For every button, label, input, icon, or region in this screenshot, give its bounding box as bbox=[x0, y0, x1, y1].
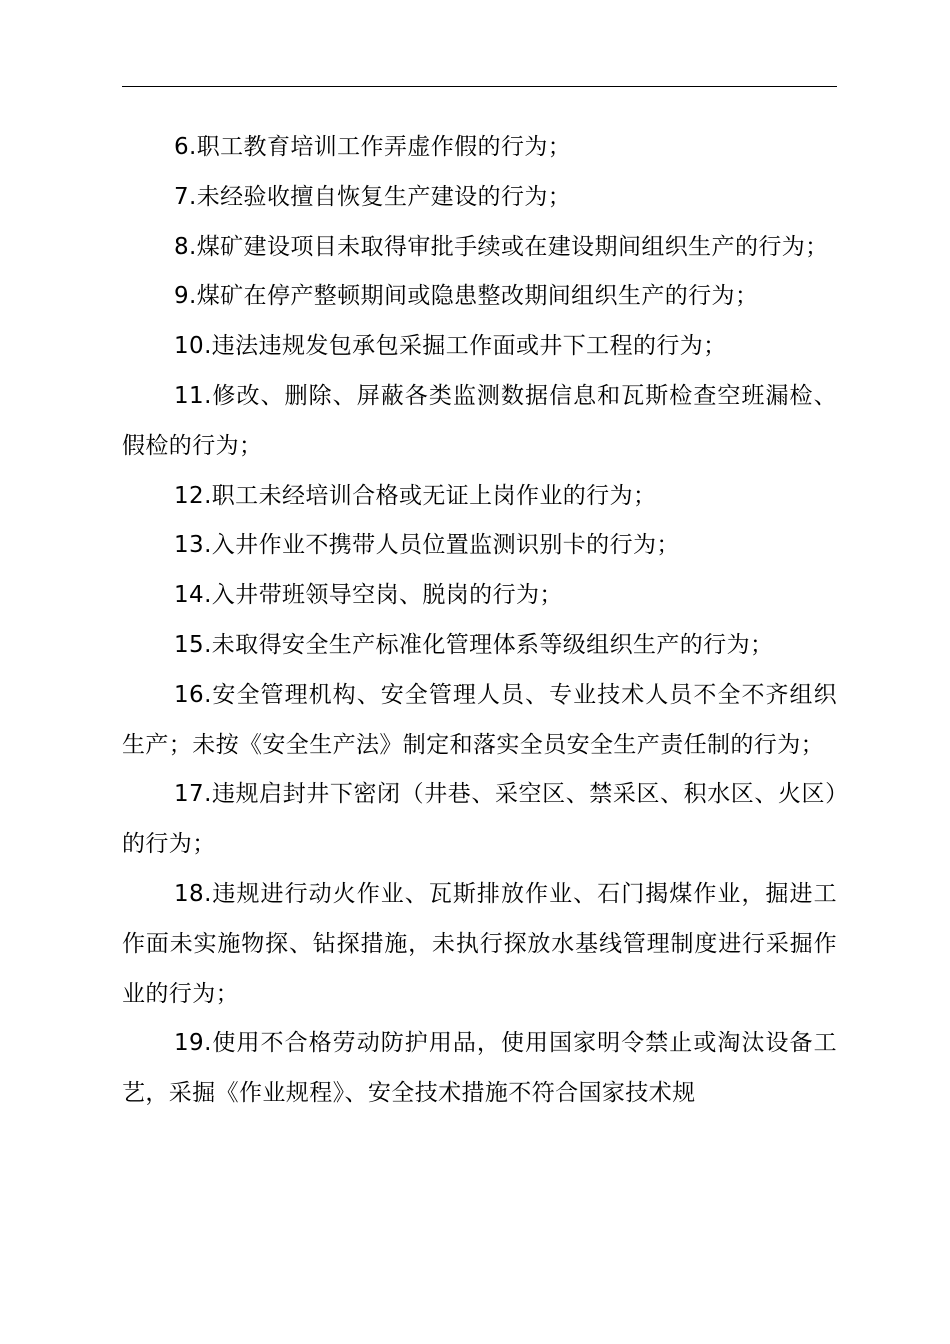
document-body bbox=[122, 123, 837, 1119]
list-item: 18.违规进行动火作业、瓦斯排放作业、石门揭煤作业，掘进工作面未实施物探、钻探措施，未执行探放水基线管理制度进行采掘作业的行为； bbox=[122, 880, 837, 1007]
list-item: 14.入井带班领导空岗、脱岗的行为； bbox=[174, 582, 563, 609]
list-item: 9.煤矿在停产整顿期间或隐患整改期间组织生产的行为； bbox=[174, 283, 759, 310]
list-item: 13.入井作业不携带人员位置监测识别卡的行为； bbox=[174, 532, 680, 559]
list-item: 19.使用不合格劳动防护用品，使用国家明令禁止或淘汰设备工艺，采掘《作业规程》、安全技术措施不符合国家技术规 bbox=[122, 1030, 837, 1107]
list-item: 8.煤矿建设项目未取得审批手续或在建设期间组织生产的行为； bbox=[174, 233, 829, 260]
list-item: 15.未取得安全生产标准化管理体系等级组织生产的行为； bbox=[174, 631, 774, 658]
list-item: 16.安全管理机构、安全管理人员、专业技术人员不全不齐组织生产；未按《安全生产法》制定和落实全员安全生产责任制的行为； bbox=[122, 681, 837, 758]
list-item: 10.违法违规发包承包采掘工作面或井下工程的行为； bbox=[174, 333, 727, 360]
list-item: 12.职工未经培训合格或无证上岗作业的行为； bbox=[174, 482, 657, 509]
list-item: 7.未经验收擅自恢复生产建设的行为； bbox=[174, 183, 572, 210]
list-item: 17.违规启封井下密闭（井巷、采空区、禁采区、积水区、火区）的行为； bbox=[122, 781, 837, 858]
header-rule bbox=[122, 86, 837, 87]
list-item: 11.修改、删除、屏蔽各类监测数据信息和瓦斯检查空班漏检、假检的行为； bbox=[122, 382, 837, 459]
list-item: 6.职工教育培训工作弄虚作假的行为； bbox=[174, 134, 572, 160]
